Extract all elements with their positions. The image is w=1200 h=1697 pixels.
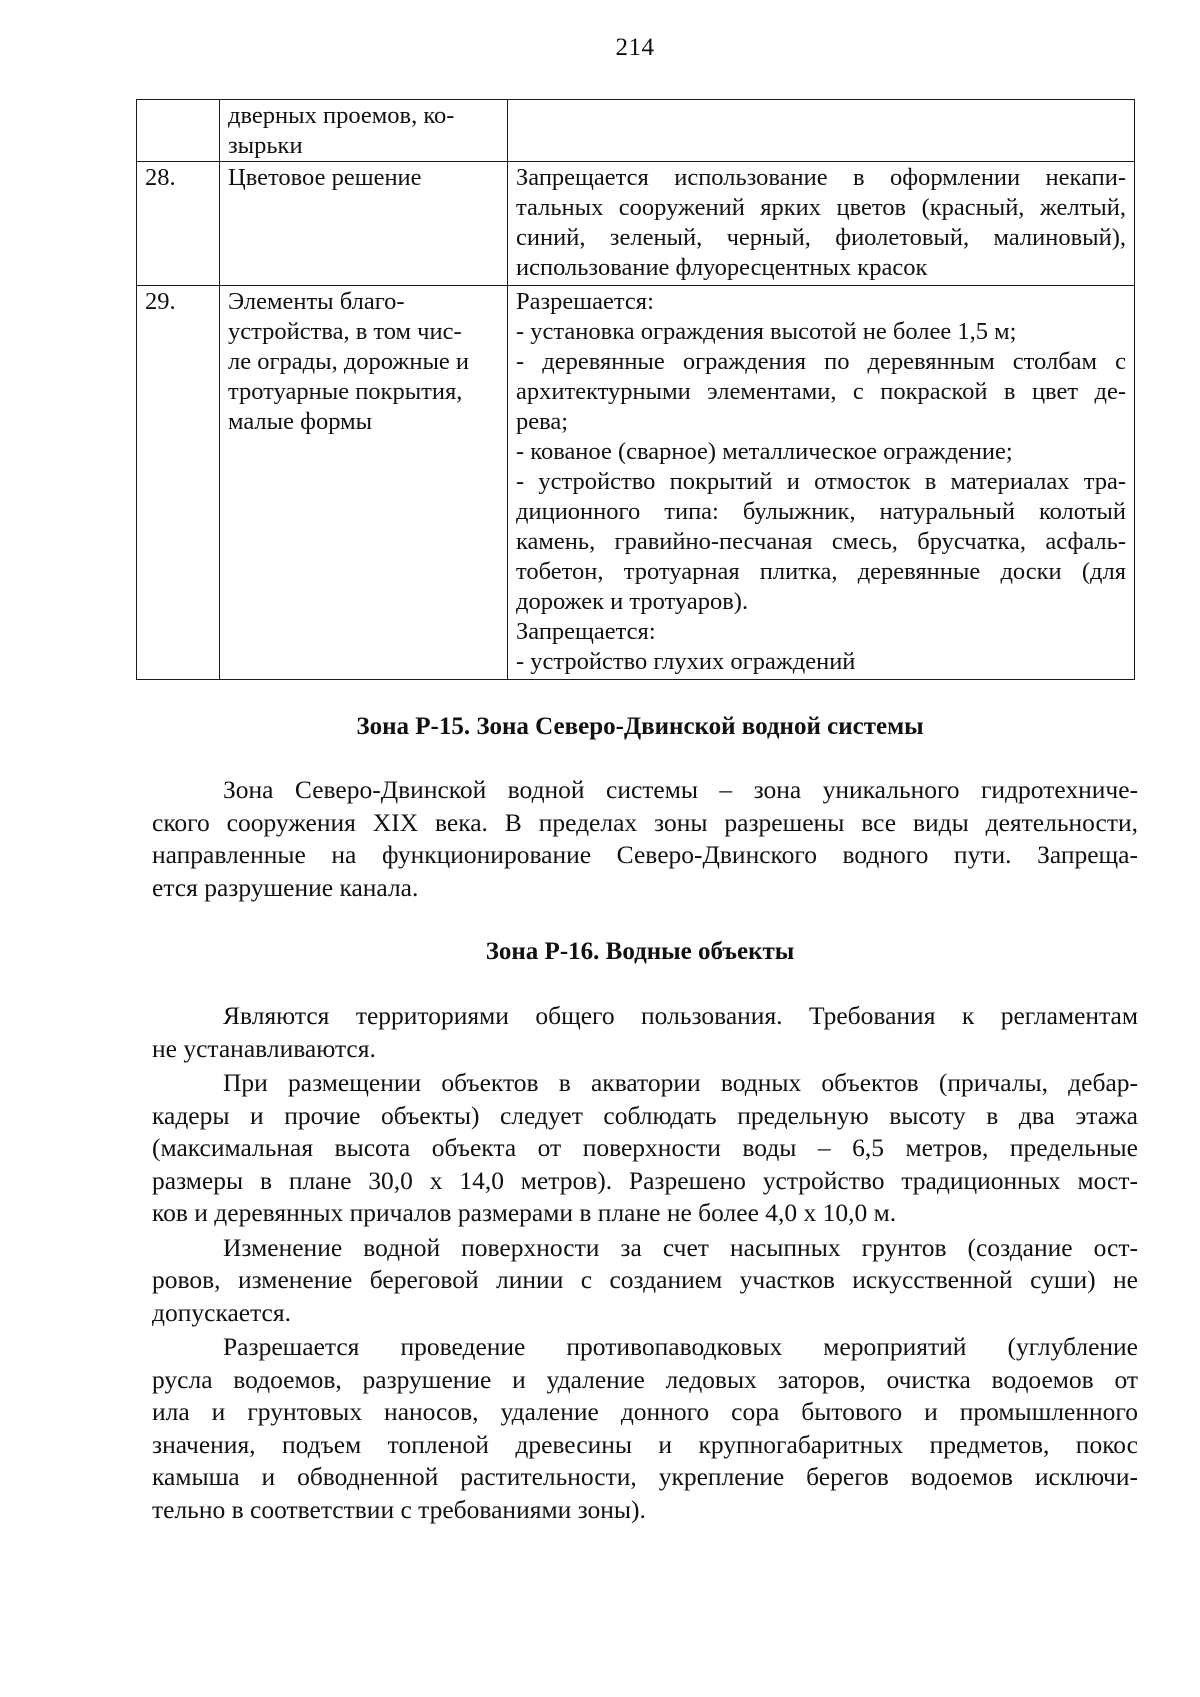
section-heading-p15: Зона Р-15. Зона Северо-Двинской водной системы: [356, 713, 924, 740]
text-line: значения, подъем топленой древесины и крупногабаритных предметов, покос: [152, 1429, 1138, 1459]
topic-line: устройства, в том чис-: [228, 318, 462, 345]
text-line: размеры в плане 30,0 х 14,0 метров). Разрешено устройство традиционных мост-: [152, 1165, 1138, 1195]
text-line: ровов, изменение береговой линии с созданием участков искусственной суши) не: [152, 1265, 1138, 1294]
section-body-p16: [152, 1000, 1138, 1526]
text-line: Являются территориями общего пользования. Требования к регламентам: [223, 1001, 1138, 1030]
text-line: ется разрушение канала.: [152, 872, 419, 902]
rule-line: диционного типа: булыжник, натуральный колотый: [516, 498, 1126, 525]
page-number: 214: [615, 34, 655, 61]
topic-line: Элементы благо-: [228, 288, 405, 315]
row-rule: [508, 162, 1135, 286]
topic-line: Цветовое решение: [228, 164, 422, 191]
paragraph: [152, 1232, 1138, 1330]
table-row: [137, 100, 1135, 162]
row-rule: [508, 100, 1135, 162]
row-topic: [220, 162, 508, 286]
paragraph: [152, 1067, 1138, 1230]
section-body-p15: [152, 774, 1138, 904]
paragraph: [152, 1000, 1138, 1065]
rule-line: тобетон, тротуарная плитка, деревянные доски (для: [516, 558, 1126, 585]
rule-line: архитектурными элементами, с покраской в цвет де-: [516, 378, 1126, 405]
text-line: не устанавливаются.: [152, 1033, 376, 1063]
text-line: Изменение водной поверхности за счет насыпных грунтов (создание ост-: [223, 1232, 1138, 1262]
text-line: русла водоемов, разрушение и удаление ледовых заторов, очистка водоемов от: [152, 1364, 1138, 1394]
text-line: При размещении объектов в акватории водных объектов (причалы, дебар-: [223, 1068, 1138, 1097]
topic-line: тротуарные покрытия,: [228, 378, 463, 405]
rule-line: дорожек и тротуаров).: [516, 588, 749, 615]
text-line: ского сооружения XIX века. В пределах зоны разрешены все виды деятельности,: [152, 807, 1138, 837]
row-number: [137, 100, 220, 162]
topic-line: ле ограды, дорожные и: [228, 348, 470, 375]
rule-line: тальных сооружений ярких цветов (красный, желтый,: [516, 194, 1126, 221]
rule-line: - устройство покрытий и отмосток в материалах тра-: [516, 468, 1126, 495]
rule-line: Разрешается:: [516, 288, 654, 315]
text-line: ила и грунтовых наносов, удаление донного сора бытового и промышленного: [152, 1397, 1138, 1426]
topic-line: дверных проемов, ко-: [228, 102, 455, 129]
row-topic: [220, 286, 508, 680]
table-row: [137, 286, 1135, 680]
text-line: кадеры и прочие объекты) следует соблюдать предельную высоту в два этажа: [152, 1100, 1138, 1130]
rule-line: синий, зеленый, черный, фиолетовый, малиновый),: [516, 224, 1126, 251]
row-rule: [508, 286, 1135, 680]
rule-line: - устройство глухих ограждений: [516, 648, 856, 675]
row-number: 29.: [137, 286, 220, 680]
regulations-table: [136, 99, 1135, 680]
text-line: направленные на функционирование Северо-Двинского водного пути. Запреща-: [152, 840, 1138, 869]
rule-line: использование флуоресцентных красок: [516, 254, 928, 281]
row-topic: [220, 100, 508, 162]
rule-line: - установка ограждения высотой не более 1,5 м;: [516, 318, 1017, 345]
rule-line: камень, гравийно-песчаная смесь, брусчатка, асфаль-: [516, 528, 1126, 555]
text-line: тельно в соответствии с требованиями зоны).: [152, 1494, 646, 1524]
table-row: [137, 162, 1135, 286]
text-line: (максимальная высота объекта от поверхности воды – 6,5 метров, предельные: [152, 1133, 1138, 1162]
text-line: Зона Северо-Двинской водной системы – зона уникального гидротехниче-: [223, 775, 1138, 804]
topic-line: малые формы: [228, 408, 373, 435]
rule-line: - кованое (сварное) металлическое ограждение;: [516, 438, 1013, 465]
section-heading-p16: Зона Р-16. Водные объекты: [485, 938, 795, 965]
rule-line: Запрещается использование в оформлении некапи-: [516, 164, 1126, 191]
text-line: Разрешается проведение противопаводковых мероприятий (углубление: [223, 1332, 1138, 1361]
row-number: 28.: [137, 162, 220, 286]
topic-line: зырьки: [228, 132, 303, 159]
rule-line: - деревянные ограждения по деревянным столбам с: [516, 348, 1126, 375]
text-line: ков и деревянных причалов размерами в плане не более 4,0 х 10,0 м.: [152, 1198, 897, 1227]
rule-line: рева;: [516, 408, 569, 435]
rule-line: Запрещается:: [516, 618, 656, 645]
text-line: допускается.: [152, 1297, 291, 1327]
paragraph: [152, 1331, 1138, 1526]
text-line: камыша и обводненной растительности, укрепление берегов водоемов исключи-: [152, 1462, 1138, 1491]
